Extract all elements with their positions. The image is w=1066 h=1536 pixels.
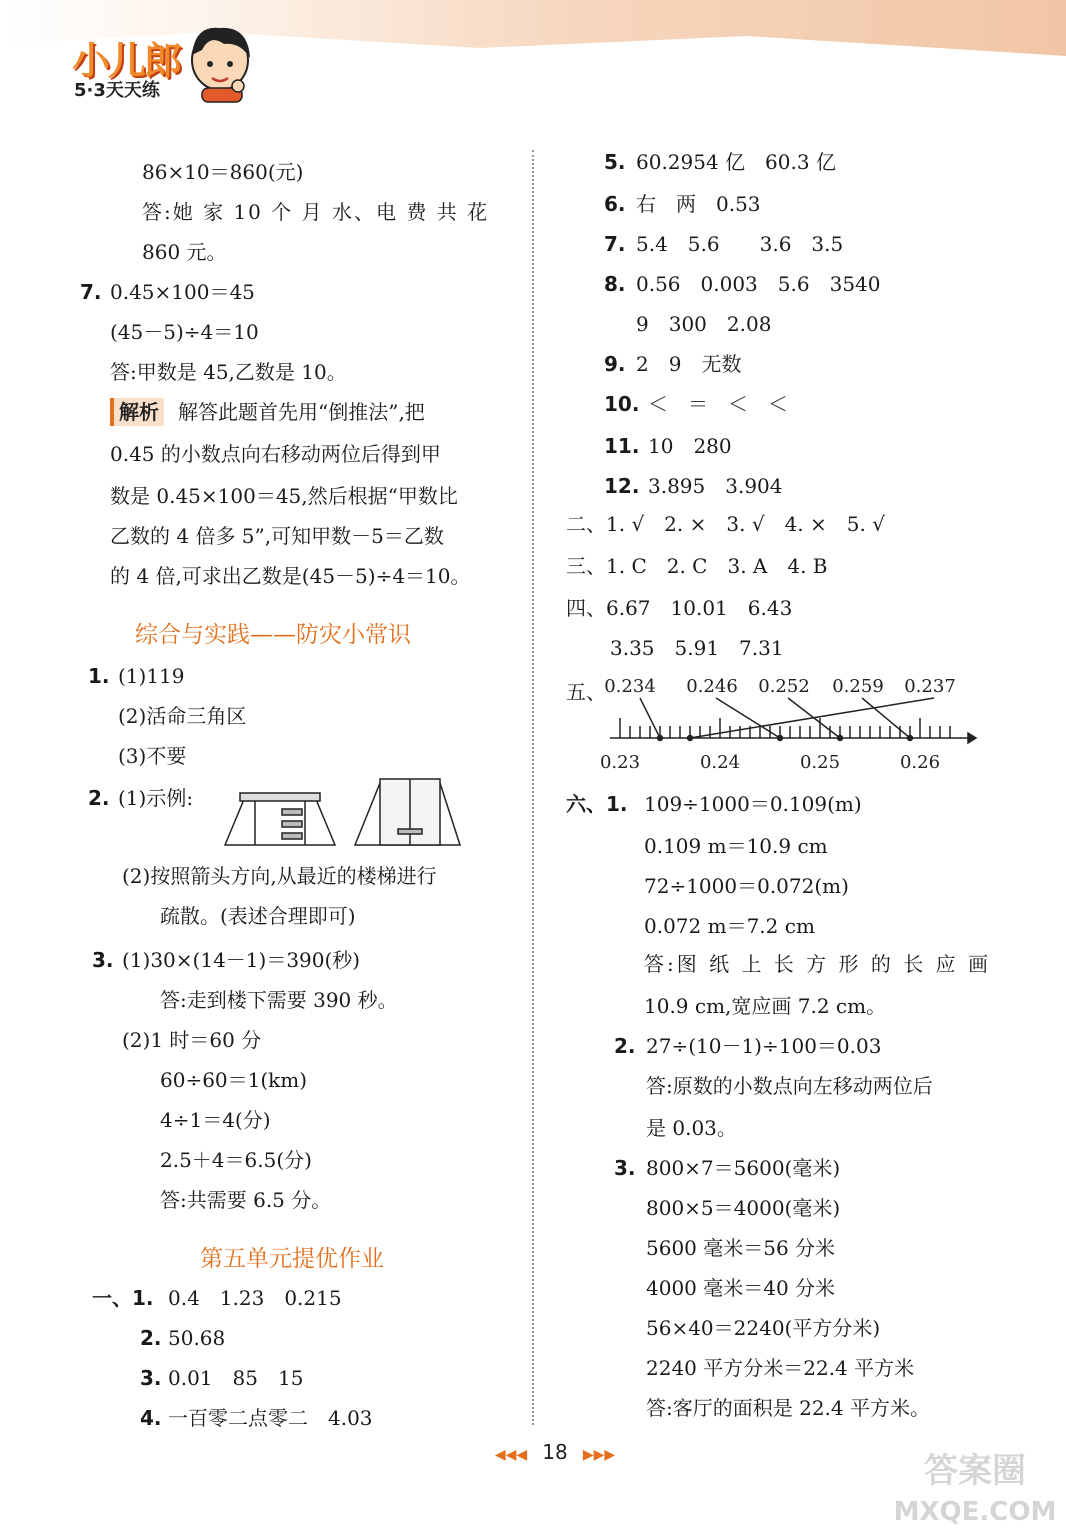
text-line: 4÷1＝4(分): [160, 1108, 271, 1132]
point-marker: [908, 736, 913, 741]
text-line: 4000 毫米＝40 分米: [646, 1276, 836, 1300]
question-2: 2. 50.68: [140, 1326, 226, 1350]
text-line: 0.109 m＝10.9 cm: [644, 834, 828, 858]
axis-arrow-icon: [968, 733, 976, 743]
text-line: (3)不要: [118, 744, 187, 768]
text-line: 答:她 家 10 个 月 水、电 费 共 花: [142, 200, 490, 224]
text-line: (45－5)÷4＝10: [110, 320, 259, 344]
section-heading: 第五单元提优作业: [200, 1246, 384, 1272]
question-7: 7. 0.45×100＝45: [80, 280, 255, 304]
text-line: 0.072 m＝7.2 cm: [644, 914, 815, 938]
boy-mascot-icon: [180, 20, 260, 105]
question-5: 5. 60.2954 亿 60.3 亿: [604, 150, 836, 174]
text-line: 答:原数的小数点向左移动两位后: [646, 1074, 933, 1098]
point-label: 0.234: [604, 676, 656, 697]
part-2-answers: 二、1. √ 2. × 3. √ 4. × 5. √: [566, 512, 885, 536]
text-line: 800×5＝4000(毫米): [646, 1196, 841, 1220]
text-line: 答:客厅的面积是 22.4 平方米。: [646, 1396, 930, 1420]
text-line: 乙数的 4 倍多 5”,可知甲数－5＝乙数: [110, 524, 444, 548]
question-9: 9. 2 9 无数: [604, 352, 742, 376]
point-label: 0.259: [832, 676, 884, 697]
triangle-of-life-illustration: [220, 775, 465, 850]
watermark-logo: [890, 1440, 1060, 1530]
text-line: 答:共需要 6.5 分。: [160, 1188, 332, 1212]
question-4: 4. 一百零二点零二 4.03: [140, 1406, 373, 1430]
watermark-url: MXQE.COM: [893, 1497, 1057, 1527]
question-3: 3. 800×7＝5600(毫米): [614, 1156, 841, 1180]
point-label: 0.252: [758, 676, 810, 697]
logo-subtitle: 5·3天天练: [74, 80, 160, 101]
tick-label: 0.25: [799, 752, 841, 773]
question-2: 2. 27÷(10－1)÷100＝0.03: [614, 1034, 882, 1058]
text-line: 是 0.03。: [646, 1116, 737, 1140]
text-line: 0.45 的小数点向右移动两位后得到甲: [110, 442, 441, 466]
question-2: 2. (1)示例:: [88, 786, 194, 810]
part-1-question-1: 一、1. 0.4 1.23 0.215: [92, 1286, 342, 1310]
number-line-diagram: [600, 670, 980, 780]
question-6: 6. 右 两 0.53: [604, 192, 761, 216]
left-arrows-icon: ◀◀◀: [494, 1447, 528, 1463]
question-11: 11. 10 280: [604, 434, 732, 458]
question-12: 12. 3.895 3.904: [604, 474, 783, 498]
text-line: 2240 平方分米＝22.4 平方米: [646, 1356, 915, 1380]
question-7: 7. 5.4 5.6 3.6 3.5: [604, 232, 844, 256]
logo-title: 小儿郎: [72, 39, 181, 83]
text-line: 56×40＝2240(平方分米): [646, 1316, 881, 1340]
column-divider: [532, 150, 534, 1425]
pointer-line: [862, 698, 910, 738]
text-line: 答:甲数是 45,乙数是 10。: [110, 360, 347, 384]
point-marker: [838, 736, 843, 741]
text-line: 的 4 倍,可求出乙数是(45－5)÷4＝10。: [110, 564, 471, 588]
text-line: 86×10＝860(元): [142, 160, 304, 184]
tick-label: 0.26: [899, 752, 941, 773]
point-marker: [688, 736, 693, 741]
text-line: 9 300 2.08: [636, 312, 772, 336]
text-line: 3.35 5.91 7.31: [610, 636, 784, 660]
page-number: 18: [542, 1440, 568, 1464]
watermark-text: 答案圈: [924, 1451, 1026, 1491]
text-line: 5600 毫米＝56 分米: [646, 1236, 836, 1260]
text-line: 2.5＋4＝6.5(分): [160, 1148, 312, 1172]
text-line: 10.9 cm,宽应画 7.2 cm。: [644, 994, 887, 1018]
text-line: 860 元。: [142, 240, 227, 264]
question-1: 1. (1)119: [88, 664, 185, 688]
text-line: (2)1 时＝60 分: [122, 1028, 262, 1052]
question-3: 3. 0.01 85 15: [140, 1366, 304, 1390]
question-3: 3. (1)30×(14－1)＝390(秒): [92, 948, 361, 972]
text-line: 疏散。(表述合理即可): [160, 904, 356, 928]
text-line: (2)按照箭头方向,从最近的楼梯进行: [122, 864, 437, 888]
part-5-label: 五、: [566, 680, 606, 704]
part-4-answers: 四、6.67 10.01 6.43: [566, 596, 793, 620]
text-line: 答:走到楼下需要 390 秒。: [160, 988, 398, 1012]
part-6-question-1: 六、1. 109÷1000＝0.109(m): [566, 792, 862, 816]
analysis-line: 解析 解答此题首先用“倒推法”,把: [110, 398, 425, 426]
text-line: 数是 0.45×100＝45,然后根据“甲数比: [110, 484, 458, 508]
brand-logo: [60, 20, 260, 100]
text-line: 答:图 纸 上 长 方 形 的 长 应 画: [644, 952, 991, 976]
point-marker: [778, 736, 783, 741]
section-heading: 综合与实践——防灾小常识: [135, 622, 411, 648]
question-8: 8. 0.56 0.003 5.6 3540: [604, 272, 881, 296]
question-10: 10. ＜ ＝ ＜ ＜: [604, 392, 788, 416]
point-label: 0.237: [904, 676, 956, 697]
text-line: 72÷1000＝0.072(m): [644, 874, 849, 898]
part-3-answers: 三、1. C 2. C 3. A 4. B: [566, 554, 828, 578]
point-label: 0.246: [686, 676, 738, 697]
text-line: 60÷60＝1(km): [160, 1068, 308, 1092]
tick-label: 0.24: [699, 752, 741, 773]
tick-label: 0.23: [600, 752, 641, 773]
right-arrows-icon: ▶▶▶: [582, 1447, 616, 1463]
page-footer: [470, 1440, 640, 1470]
analysis-tag: 解析: [110, 398, 164, 426]
point-marker: [658, 736, 663, 741]
text-line: (2)活命三角区: [118, 704, 247, 728]
